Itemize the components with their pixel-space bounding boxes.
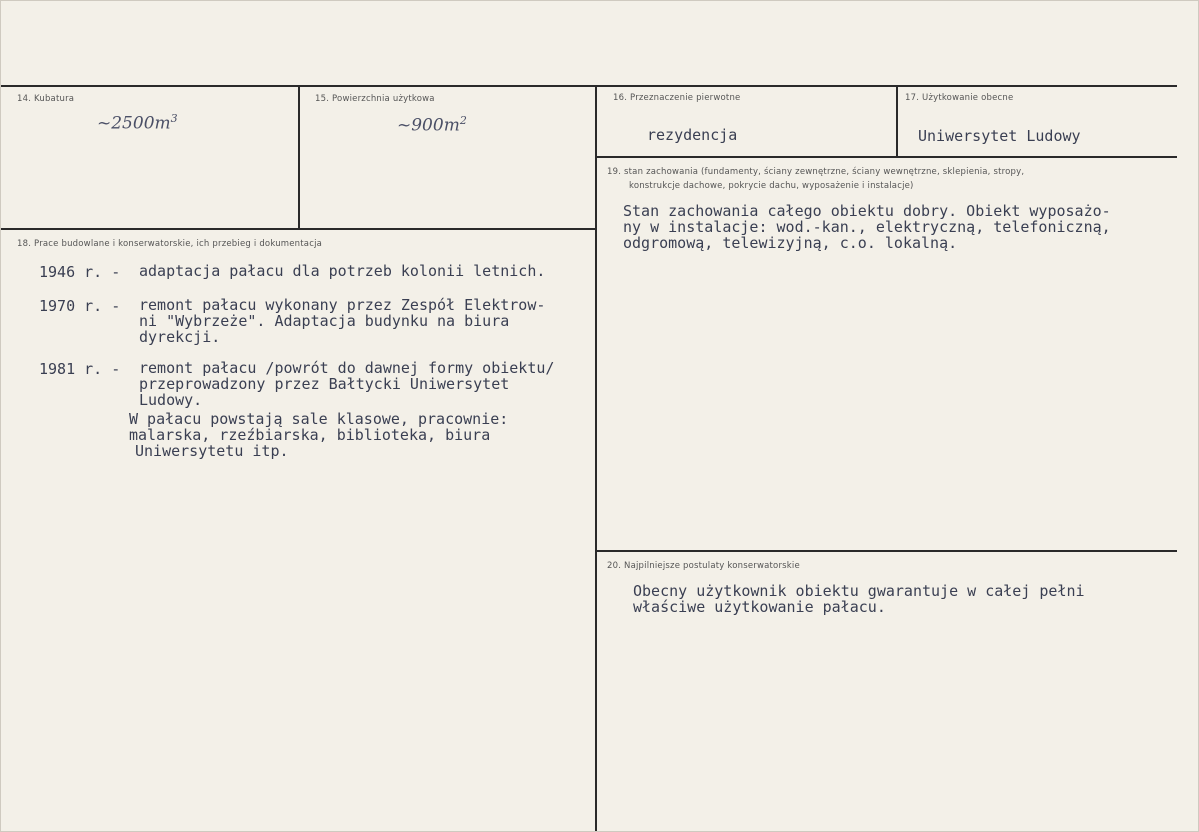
- rule-above-20: [597, 550, 1177, 552]
- entry-line: adaptacja pałacu dla potrzeb kolonii letnich.: [139, 262, 546, 280]
- postulate-line: Obecny użytkownik obiektu gwarantuje w całej pełni: [633, 582, 1085, 600]
- field-17-label: 17. Użytkowanie obecne: [905, 93, 1014, 103]
- field-17-value: Uniwersytet Ludowy: [918, 127, 1081, 145]
- entry-line: przeprowadzony przez Bałtycki Uniwersytet: [139, 375, 510, 393]
- entry-text: [139, 297, 545, 345]
- field-15-exponent: 2: [459, 114, 467, 127]
- divider-14-15: [298, 85, 300, 230]
- postulate-line: właściwe użytkowanie pałacu.: [633, 598, 886, 616]
- field-15-value: [397, 114, 467, 136]
- condition-line: Stan zachowania całego obiektu dobry. Obiekt wyposażo-: [623, 202, 1111, 220]
- rule-under-16-17: [597, 156, 1177, 158]
- entry-year: 1970 r. -: [39, 297, 121, 315]
- divider-16-17: [896, 85, 898, 157]
- field-18-label: 18. Prace budowlane i konserwatorskie, ich przebieg i dokumentacja: [17, 239, 323, 249]
- field-20-value: [633, 583, 1085, 615]
- note-line: W pałacu powstają sale klasowe, pracownie:: [129, 410, 509, 428]
- note-line: malarska, rzeźbiarska, biblioteka, biura: [129, 426, 491, 444]
- entry-line: remont pałacu wykonany przez Zespół Elektrow-: [139, 296, 546, 314]
- entry-line: ni "Wybrzeże". Adaptacja budynku na biura: [139, 312, 510, 330]
- entry-line: Ludowy.: [139, 391, 203, 409]
- field-14-number: ~2500m: [97, 113, 171, 134]
- field-15-label: 15. Powierzchnia użytkowa: [315, 94, 435, 104]
- field-20-label: 20. Najpilniejsze postulaty konserwatorskie: [607, 561, 800, 571]
- condition-line: odgromową, telewizyjną, c.o. lokalną.: [623, 234, 958, 252]
- work-note: [129, 411, 508, 459]
- entry-line: dyrekcji.: [139, 328, 221, 346]
- rule-under-14-15: [1, 228, 596, 230]
- field-16-value: rezydencja: [647, 126, 738, 144]
- field-14-label: 14. Kubatura: [17, 94, 75, 104]
- entry-text: [139, 263, 545, 279]
- entry-line: remont pałacu /powrót do dawnej formy obiektu/: [139, 359, 555, 377]
- entry-text: [139, 360, 554, 408]
- note-line: Uniwersytetu itp.: [135, 442, 289, 460]
- center-divider: [595, 85, 597, 831]
- field-19-label-cont: konstrukcje dachowe, pokrycie dachu, wyposażenie i instalacje): [629, 181, 914, 191]
- top-rule: [1, 85, 1177, 87]
- field-19-value: [623, 203, 1111, 251]
- field-15-number: ~900m: [397, 115, 460, 136]
- field-14-value: [97, 112, 178, 134]
- condition-line: ny w instalacje: wod.-kan., elektryczną, telefoniczną,: [623, 218, 1111, 236]
- field-19-label: 19. stan zachowania (fundamenty, ściany zewnętrzne, ściany wewnętrzne, sklepienia, stropy,: [607, 167, 1025, 177]
- entry-year: 1946 r. -: [39, 263, 121, 281]
- field-14-exponent: 3: [170, 112, 178, 125]
- entry-year: 1981 r. -: [39, 360, 121, 378]
- field-16-label: 16. Przeznaczenie pierwotne: [613, 93, 741, 103]
